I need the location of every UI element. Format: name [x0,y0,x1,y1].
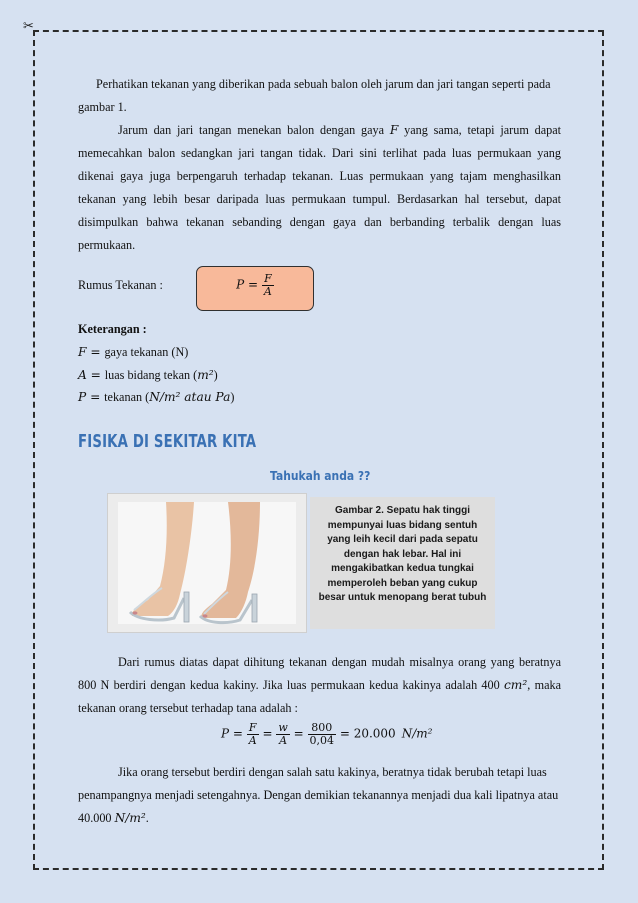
calc-unit: N/m² [401,726,433,741]
formula-numerator: F [262,273,274,286]
pressure-formula [197,273,313,298]
formula-lhs: P [236,277,245,292]
calc-result: 20.000 [353,726,396,741]
keterangan-title: Keterangan : [78,322,147,336]
calc-fraction-3: $\frac{800}{0,04}$ [309,721,335,747]
high-heels-photo [107,493,307,633]
keterangan-item-area: A = luas bidang tekan (m²) [78,368,218,382]
figure-caption: Gambar 2. Sepatu hak tinggi mempunyai luas bidang sentuh yang leih kecil dari pada sepatu dengan hak lebar. Hal ini mengakibatkan kedua tungkai memperoleh beban yang cukup besar untuk menopang berat tubuh [310,497,495,629]
force-symbol: F [389,123,399,137]
scissors-icon: ✂ [23,18,34,33]
calc-fraction-1: $\frac{F}{A}$ [248,721,257,747]
explanation-text-b: yang sama, tetapi jarum dapat memecahkan balon sedangkan jari tangan tidak. Dari sini terlihat pada luas permukaan yang dikenai gaya juga berpengaruh terhadap tekanan. Luas permukaan yang tajam menghasilkan tekanan yang lebih besar daripada luas permukaan tumpul. Berdasarkan hal tersebut, dapat disimpulkan bahwa tekanan sebanding dengan gaya dan berbanding terbalik dengan luas permukaan. [78,123,561,252]
formula-denominator: A [263,285,272,298]
pressure-unit: N/m² [114,811,146,825]
keterangan-item-force: F = gaya tekanan (N) [78,345,189,359]
keterangan-item-pressure: P = tekanan (N/m² atau Pa) [78,390,235,404]
explanation-paragraph [78,119,561,257]
calc-fraction-2: $\frac{w}{A}$ [278,721,288,747]
formula-box [196,266,314,311]
area-unit: cm² [503,678,528,692]
section-heading: FISIKA DI SEKITAR KITA [78,431,257,452]
explanation-text-a: Jarum dan jari tangan menekan balon dengan gaya [118,123,390,137]
pressure-calculation: P = $\frac{F}{A}$ = $\frac{w}{A}$ = $\frac{800}{0,04}$ = 20.000 N/m² [221,721,433,747]
conclusion-paragraph: Jika orang tersebut berdiri dengan salah satu kakinya, beratnya tidak berubah tetapi luas penampangnya menjadi setengahnya. Dengan demikian tekanannya menjadi dua kali lipatnya atau 40.000 N/m². [78,765,559,825]
intro-paragraph [78,73,561,119]
intro-text: Perhatikan tekanan yang diberikan pada sebuah balon oleh jarum dan jari tangan seperti pada gambar 1. [78,77,551,114]
formula-equals: = [244,277,262,292]
formula-label: Rumus Tekanan : [78,278,163,292]
section-subheading: Tahukah anda ?? [270,468,371,483]
formula-fraction [262,273,274,298]
high-heels-illustration [108,494,306,632]
calculation-paragraph: Dari rumus diatas dapat dihitung tekanan dengan mudah misalnya orang yang beratnya 800 N berdiri dengan kedua kakiny. Jika luas permukaan kedua kakinya adalah 400 cm², maka tekanan orang tersebut terhadap tana adalah : [78,655,561,715]
